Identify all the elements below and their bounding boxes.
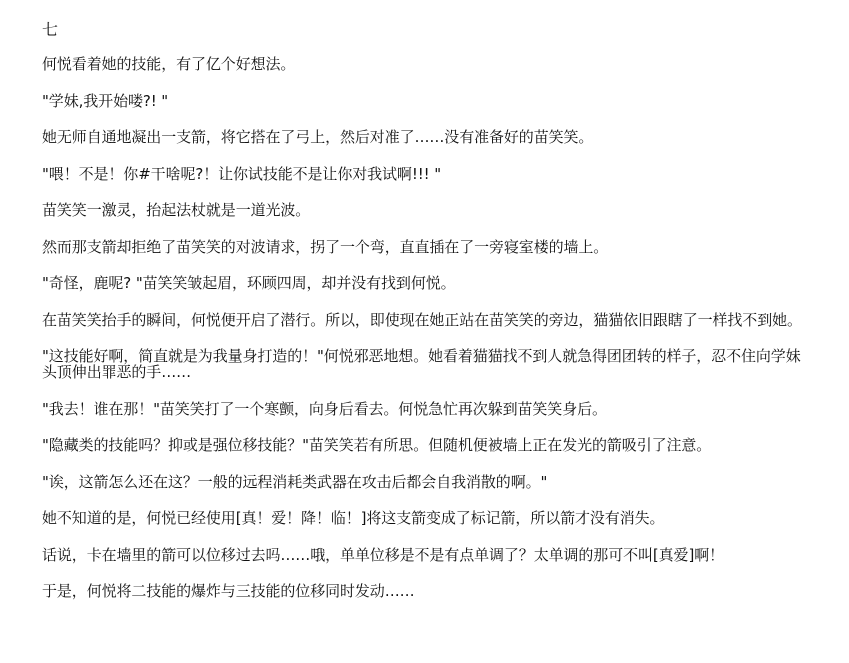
paragraph: "诶，这箭怎么还在这？一般的远程消耗类武器在攻击后都会自我消散的啊。" — [42, 472, 548, 491]
paragraph: "隐藏类的技能吗？抑或是强位移技能？"苗笑笑若有所思。但随机便被墙上正在发光的箭吸引了注意。 — [42, 436, 712, 454]
chapter-heading: 七 — [42, 20, 59, 39]
paragraph: "这技能好啊，简直就是为我量身打造的！"何悦邪恶地想。她看着猫猫找不到人就急得团团转的样子，忍不住向学妹头顶伸出罪恶的手…… — [42, 347, 801, 381]
document-page — [42, 20, 812, 620]
paragraph: 苗笑笑一激灵，抬起法杖就是一道光波。 — [42, 201, 311, 219]
paragraph: 话说，卡在墙里的箭可以位移过去吗……哦，单单位移是不是有点单调了？太单调的那可不叫[真爱]啊！ — [42, 545, 725, 564]
paragraph: "奇怪，鹿呢? "苗笑笑皱起眉，环顾四周，却并没有找到何悦。 — [42, 274, 456, 292]
paragraph: 她不知道的是，何悦已经使用[真！爱！降！临！]将这支箭变成了标记箭，所以箭才没有消失。 — [42, 509, 665, 527]
paragraph: 她无师自通地凝出一支箭，将它搭在了弓上，然后对准了……没有准备好的苗笑笑。 — [42, 128, 594, 146]
paragraph: 何悦看着她的技能，有了亿个好想法。 — [42, 55, 296, 73]
paragraph: "我去！谁在那！"苗笑笑打了一个寒颤，向身后看去。何悦急忙再次躲到苗笑笑身后。 — [42, 399, 607, 418]
paragraph: "学妹,我开始喽?! " — [42, 91, 169, 110]
paragraph: 在苗笑笑抬手的瞬间，何悦便开启了潜行。所以，即使现在她正站在苗笑笑的旁边，猫猫依旧跟瞎了一样找不到她。 — [42, 310, 802, 329]
paragraph: 于是，何悦将二技能的爆炸与三技能的位移同时发动…… — [42, 582, 415, 600]
paragraph: 然而那支箭却拒绝了苗笑笑的对波请求，拐了一个弯，直直插在了一旁寝室楼的墙上。 — [42, 237, 609, 256]
paragraph: "喂！不是！你#干啥呢?！让你试技能不是让你对我试啊!!! " — [42, 164, 442, 183]
